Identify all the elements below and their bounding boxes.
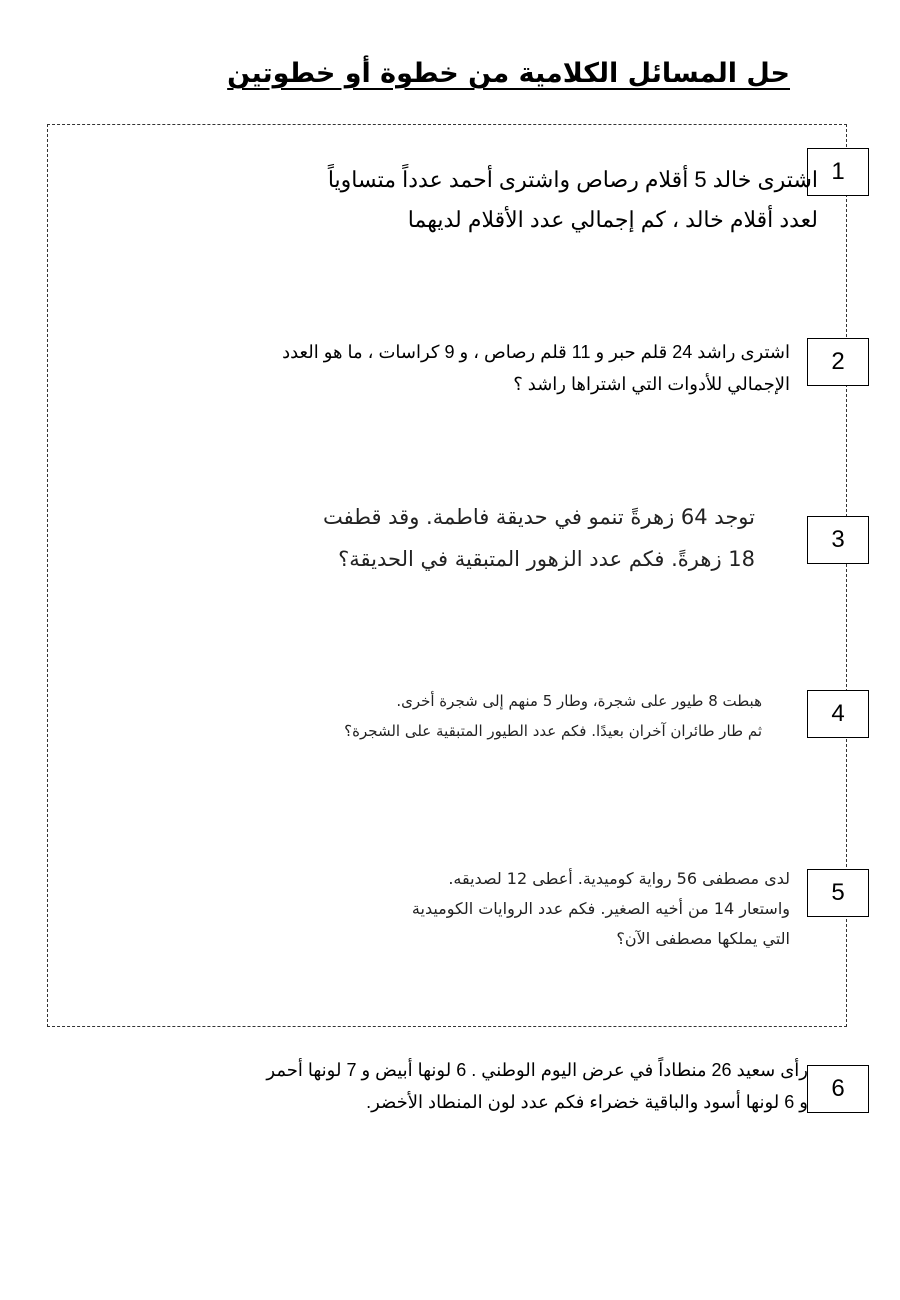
question-4-text xyxy=(344,686,762,746)
question-1-text xyxy=(328,160,818,240)
question-6-line-1: رأى سعيد 26 منطاداً في عرض اليوم الوطني . 6 لونها أبيض و 7 لونها أحمر xyxy=(266,1060,808,1080)
question-4-line-1: هبطت 8 طيور على شجرة، وطار 5 منهم إلى شجرة أخرى. xyxy=(396,692,762,710)
question-4-line-2: ثم طار طائران آخران بعيدًا. فكم عدد الطيور المتبقية على الشجرة؟ xyxy=(344,722,762,740)
question-2-line-1: اشترى راشد 24 قلم حبر و 11 قلم رصاص ، و 9 كراسات ، ما هو العدد xyxy=(282,342,790,362)
question-number-5: 5 xyxy=(807,869,869,917)
question-3-line-2: 18 زهرةً. فكم عدد الزهور المتبقية في الحديقة؟ xyxy=(338,547,755,571)
question-number-2: 2 xyxy=(807,338,869,386)
question-2-line-2: الإجمالي للأدوات التي اشتراها راشد ؟ xyxy=(513,374,790,394)
question-number-6: 6 xyxy=(807,1065,869,1113)
question-1-line-2: لعدد أقلام خالد ، كم إجمالي عدد الأقلام لديهما xyxy=(407,207,818,232)
question-6-line-2: و 6 لونها أسود والباقية خضراء فكم عدد لون المنطاد الأخضر. xyxy=(366,1092,808,1112)
question-3-text xyxy=(323,496,755,580)
question-3-line-1: توجد 64 زهرةً تنمو في حديقة فاطمة. وقد قطفت xyxy=(322,505,755,529)
question-1-line-1: اشترى خالد 5 أقلام رصاص واشترى أحمد عدداً متساوياً xyxy=(327,167,818,192)
question-2-text xyxy=(282,336,790,400)
question-number-1: 1 xyxy=(807,148,869,196)
question-number-3: 3 xyxy=(807,516,869,564)
question-5-line-1: لدى مصطفى 56 رواية كوميدية. أعطى 12 لصديقه. xyxy=(448,869,790,888)
question-5-line-3: التي يملكها مصطفى الآن؟ xyxy=(616,929,790,948)
worksheet-title: حل المسائل الكلامية من خطوة أو خطوتين xyxy=(227,58,790,89)
question-6-text xyxy=(266,1054,808,1118)
question-5-line-2: واستعار 14 من أخيه الصغير. فكم عدد الروايات الكوميدية xyxy=(411,899,790,918)
question-5-text xyxy=(412,864,790,954)
question-number-4: 4 xyxy=(807,690,869,738)
